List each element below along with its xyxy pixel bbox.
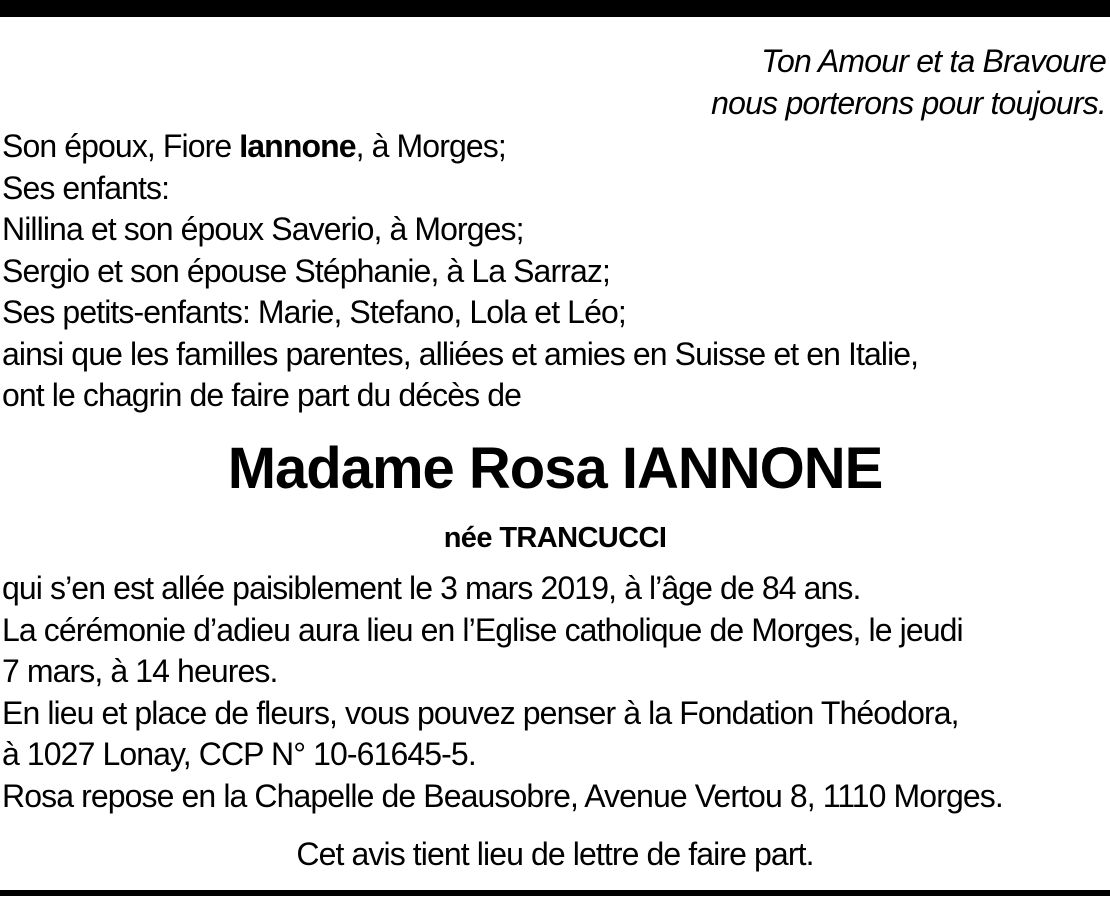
epigraph (406, 40, 1106, 124)
donation-line-1: En lieu et place de fleurs, vous pouvez penser à la Fondation Théodora, (2, 694, 959, 731)
ceremony-line-2: 7 mars, à 14 heures. (2, 653, 278, 689)
passing-line: qui s’en est allée paisiblement le 3 mars 2019, à l’âge de 84 ans. (2, 570, 861, 606)
child-line-1: Nillina et son époux Saverio, à Morges; (2, 211, 524, 247)
closing-note: Cet avis tient lieu de lettre de faire part. (296, 836, 814, 872)
spouse-prefix: Son époux, Fiore (2, 128, 240, 164)
epigraph-line-1: Ton Amour et ta Bravoure (761, 43, 1106, 79)
family-list (2, 126, 1108, 417)
deceased-name: Madame Rosa IANNONE (227, 436, 883, 501)
relatives-line: ainsi que les familles parentes, alliées et amies en Suisse et en Italie, (2, 335, 919, 372)
spouse-suffix: , à Morges; (355, 128, 506, 164)
children-heading: Ses enfants: (2, 169, 170, 206)
repose-line: Rosa repose en la Chapelle de Beausobre, Avenue Vertou 8, 1110 Morges. (2, 777, 1003, 814)
ceremony-line-1: La cérémonie d’adieu aura lieu en l’Eglise catholique de Morges, le jeudi (2, 611, 963, 648)
spouse-surname: Iannone (239, 128, 356, 164)
donation-line-2: à 1027 Lonay, CCP N° 10-61645-5. (2, 736, 476, 772)
child-line-2: Sergio et son épouse Stéphanie, à La Sarraz; (2, 252, 610, 289)
bottom-border-rule (0, 890, 1110, 896)
top-border-rule (0, 0, 1110, 17)
spouse-line (2, 126, 1108, 168)
epigraph-line-2: nous porterons pour toujours. (711, 85, 1106, 121)
funeral-details (2, 568, 1108, 817)
announcement-line: ont le chagrin de faire part du décès de (2, 377, 522, 413)
maiden-name: née TRANCUCCI (443, 522, 667, 554)
grandchildren-line: Ses petits-enfants: Marie, Stefano, Lola et Léo; (2, 294, 626, 330)
